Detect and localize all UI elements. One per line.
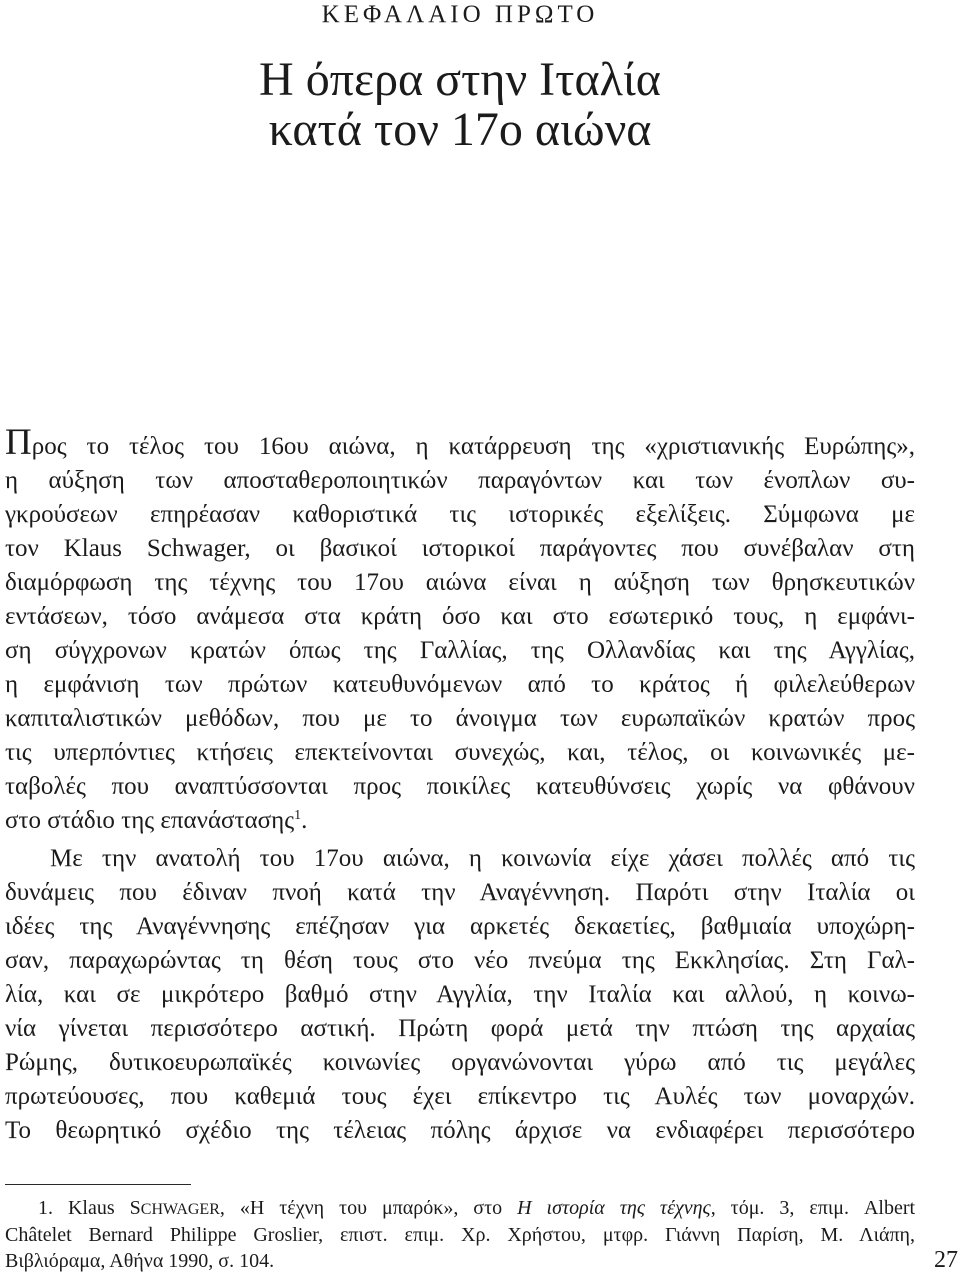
footnote-author-first-name: Klaus bbox=[67, 1197, 115, 1219]
footnote-rule bbox=[5, 1184, 191, 1185]
text-line: δυνάμεις που έδιναν πνοή κατά την Αναγέννηση. Παρότι στην Ιταλία οι bbox=[5, 879, 915, 906]
text-line: Με την ανατολή του 17ου αιώνα, η κοινωνία είχε χάσει πολλές από τις bbox=[50, 845, 915, 872]
footnote-line: Βιβλιόραμα, Αθήνα 1990, σ. 104. bbox=[5, 1250, 275, 1272]
footnote-citation-text: , «Η τέχνη του μπαρόκ», στο bbox=[219, 1197, 503, 1219]
text-line: Το θεωρητικό σχέδιο της τέλειας πόλης άρχισε να ενδιαφέρει περισσότερο bbox=[5, 1117, 915, 1144]
chapter-title-line: Η όπερα στην Ιταλία bbox=[259, 53, 661, 106]
chapter-label: ΚΕΦΑΛΑΙΟ ΠΡΩΤΟ bbox=[321, 1, 599, 28]
chapter-title bbox=[5, 55, 915, 155]
text-line bbox=[5, 804, 915, 838]
footnote-citation-text: , τόμ. 3, επιμ. Albert bbox=[710, 1197, 916, 1219]
page-number: 27 bbox=[934, 1247, 958, 1273]
chapter-title-line: κατά τον 17ο αιώνα bbox=[268, 103, 652, 156]
body-text bbox=[5, 422, 915, 1148]
text-line: Ρώμης, δυτικοευρωπαϊκές κοινωνίες οργανώνονται γύρω από τις μεγάλες bbox=[5, 1049, 915, 1076]
text-line: καπιταλιστικών μεθόδων, που με το άνοιγμα των ευρωπαϊκών κρατών προς bbox=[5, 705, 915, 732]
text-line: λία, και σε μικρότερο βαθμό στην Αγγλία, την Ιταλία και αλλού, η κοινω- bbox=[5, 981, 915, 1008]
surname-initial: S bbox=[129, 1197, 141, 1219]
text-line bbox=[5, 422, 915, 464]
surname-small-caps: CHWAGER bbox=[140, 1201, 220, 1218]
footnote-author-surname bbox=[130, 1197, 220, 1219]
text-line: πρωτεύουσες, που καθεμιά τους έχει επίκεντρο τις Αυλές των μοναρχών. bbox=[5, 1083, 915, 1110]
text-line: εντάσεων, τόσο ανάμεσα στα κράτη όσο και στο εσωτερικό τους, η εμφάνι- bbox=[5, 603, 915, 630]
end-punctuation: . bbox=[301, 807, 308, 834]
text-line: γκρούσεων επηρέασαν καθοριστικά τις ιστορικές εξελίξεις. Σύμφωνα με bbox=[5, 501, 915, 528]
text-line-content: στο στάδιο της επανάστασης bbox=[5, 807, 295, 834]
text-line: τις υπερπόντιες κτήσεις επεκτείνονται συνεχώς, και, τέλος, οι κοινωνικές με- bbox=[5, 739, 915, 766]
text-line: ση σύγχρονων κρατών όπως της Γαλλίας, της Ολλανδίας και της Αγγλίας, bbox=[5, 637, 915, 664]
footnote-number: 1. bbox=[38, 1197, 53, 1219]
drop-initial: Π bbox=[5, 422, 32, 463]
footnote-reference: 1 bbox=[294, 808, 302, 823]
paragraph bbox=[5, 422, 915, 838]
footnote-book-title: Η ιστορία της τέχνης bbox=[517, 1197, 711, 1219]
text-line: η αύξηση των αποσταθεροποιητικών παραγόντων και των ένοπλων συ- bbox=[5, 467, 915, 494]
paragraph bbox=[5, 842, 915, 1148]
text-line: ταβολές που αναπτύσσονται προς ποικίλες κατευθύνσεις χωρίς να φθάνουν bbox=[5, 773, 915, 800]
text-line: τον Klaus Schwager, οι βασικοί ιστορικοί παράγοντες που συνέβαλαν στη bbox=[5, 535, 915, 562]
text-line-content: ρος το τέλος του 16ου αιώνα, η κατάρρευση της «χριστιανικής Ευρώπης», bbox=[31, 433, 915, 460]
text-line: διαμόρφωση της τέχνης του 17ου αιώνα είναι η αύξηση των θρησκευτικών bbox=[5, 569, 915, 596]
text-line: η εμφάνιση των πρώτων κατευθυνόμενων από το κράτος ή φιλελεύθερων bbox=[5, 671, 915, 698]
footnote-line: Châtelet Bernard Philippe Groslier, επιστ. επιμ. Χρ. Χρήστου, μτφρ. Γιάννη Παρίση, Μ. Λιάπη, bbox=[5, 1223, 915, 1246]
footnote bbox=[5, 1195, 915, 1275]
footnote-line bbox=[5, 1195, 915, 1222]
text-line: ιδέες της Αναγέννησης επέζησαν για αρκετές δεκαετίες, βαθμιαία υποχώρη- bbox=[5, 913, 915, 940]
text-line: νία γίνεται περισσότερο αστική. Πρώτη φορά μετά την πτώση της αρχαίας bbox=[5, 1015, 915, 1042]
text-line: σαν, παραχωρώντας τη θέση τους στο νέο πνεύμα της Εκκλησίας. Στη Γαλ- bbox=[5, 947, 915, 974]
